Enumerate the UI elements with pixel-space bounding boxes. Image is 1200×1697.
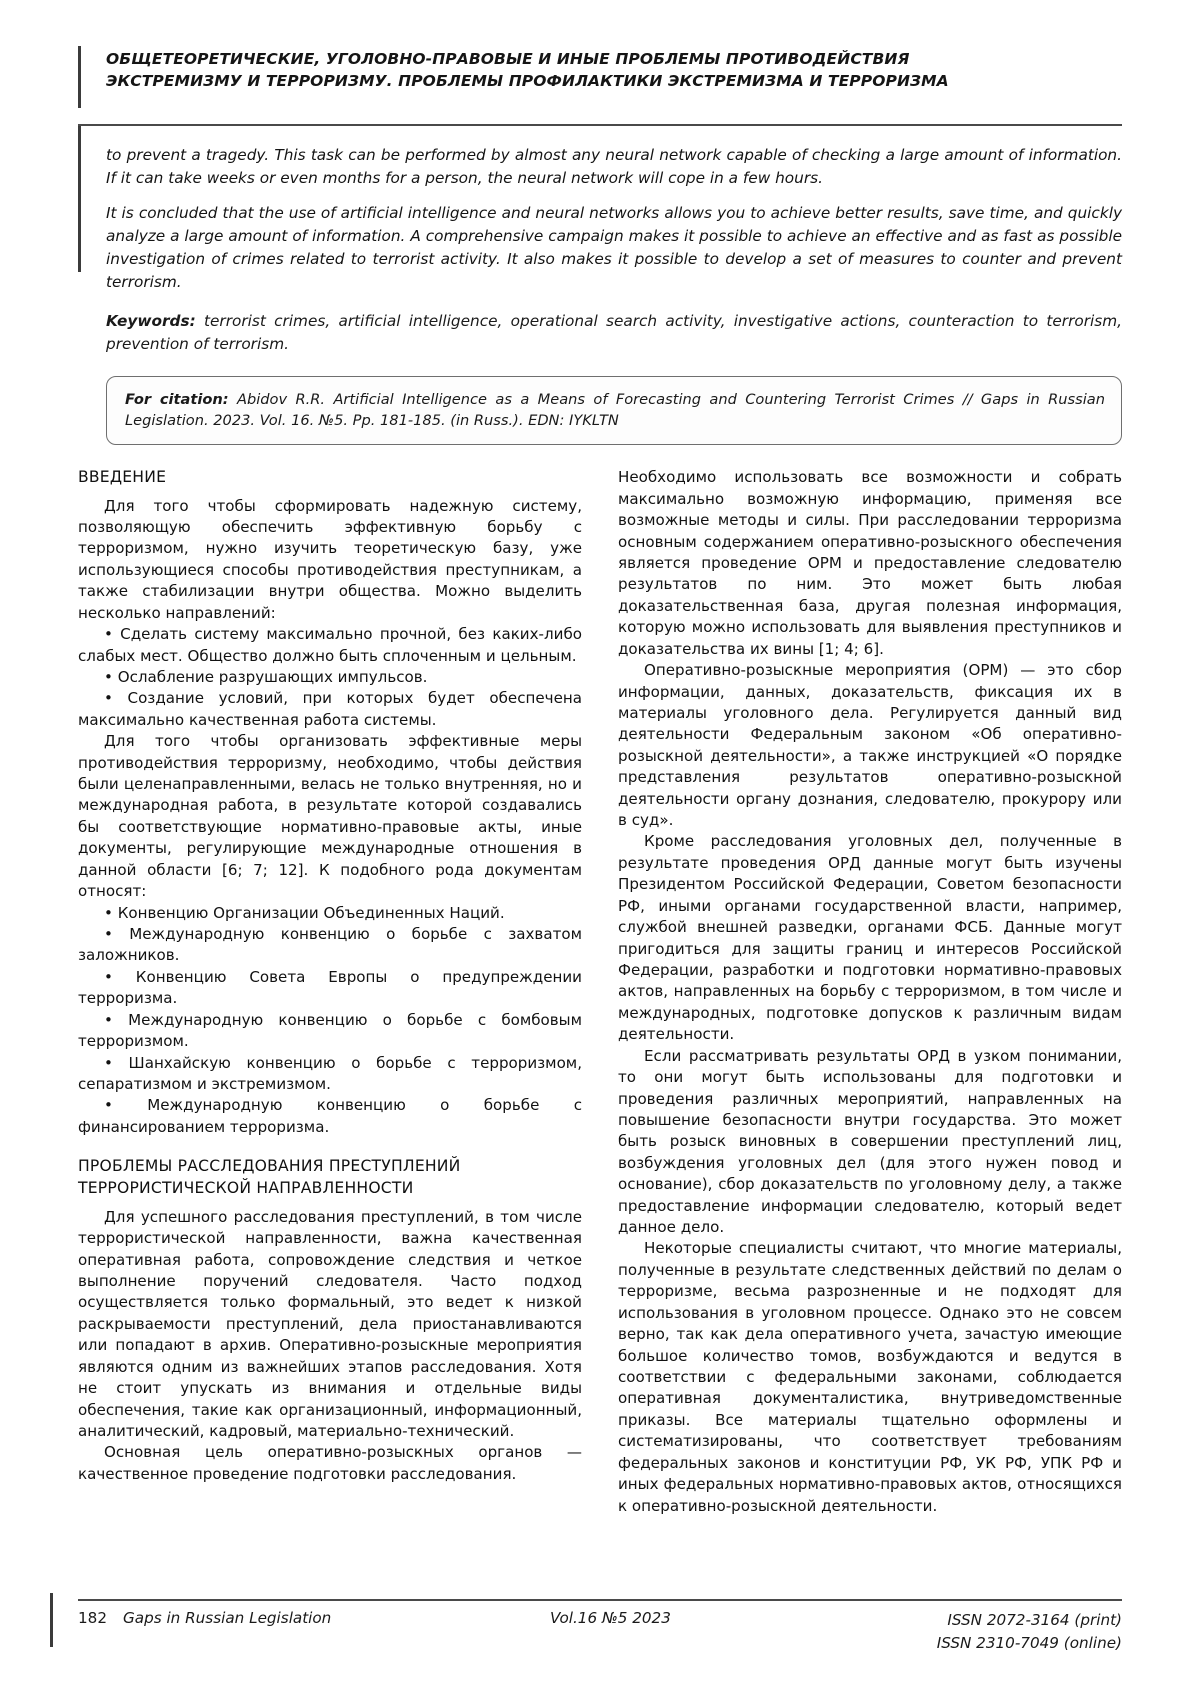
right-paragraph-3: Кроме расследования уголовных дел, полученные в результате проведения ОРД данные могут быть изучены Президентом Российской Федерации, Советом безопасности РФ, иными органами государственной власти, например, службой внешней разведки, органами ФСБ. Данные могут пригодиться для защиты границ и интересов Российской Федерации, разработки и подготовки нормативно-правовых актов, направленных на борьбу с терроризмом, в том числе и международных, подготовке допусков к различным видам деятельности. <box>618 832 1122 1044</box>
page-footer <box>78 1599 1122 1655</box>
right-paragraph-2: Оперативно-розыскные мероприятия (ОРМ) — это сбор информации, данных, доказательств, фиксация их в материалы уголовного дела. Регулируется данный вид деятельности Федеральным законом «Об оперативно-розыскной деятельности», а также инструкцией «О порядке представления результатов оперативно-розыскной деятельности органу дознания, следователю, прокурору или в суд». <box>618 661 1122 830</box>
left-column <box>78 467 582 1517</box>
footer-rule <box>50 1593 53 1647</box>
running-head <box>78 48 1122 116</box>
left-bullet-6: • Конвенцию Совета Европы о предупреждении терроризма. <box>78 967 582 1008</box>
left-bullet-2: • Ослабление разрушающих импульсов. <box>104 667 428 686</box>
abstract-rule <box>78 126 81 272</box>
footer-issn <box>767 1609 1122 1655</box>
left-bullet-5: • Международную конвенцию о борьбе с захватом заложников. <box>78 924 582 965</box>
citation-label: For citation: <box>125 390 229 408</box>
right-paragraph-1: Необходимо использовать все возможности и собрать максимально возможную информацию, применяя все возможные методы и силы. При расследовании терроризма основным содержанием оперативно-розыскного обеспечения является проведение ОРМ и предоставление следователю результатов по ним. Это может быть любая доказательственная база, другая полезная информация, которую можно использовать для выявления преступников и доказательства их вины [1; 4; 6]. <box>618 468 1122 658</box>
heading-introduction: ВВЕДЕНИЕ <box>78 468 167 487</box>
left-paragraph-1: Для того чтобы сформировать надежную систему, позволяющую обеспечить эффективную борьбу с терроризмом, нужно изучить теоретическую базу, уже использующиеся способы противодействия преступникам, а также стабилизации внутри общества. Можно выделить несколько направлений: <box>78 496 582 622</box>
left-bullet-4: • Конвенцию Организации Объединенных Наций. <box>104 903 505 922</box>
issn-print: ISSN 2072-3164 (print) <box>947 1611 1122 1630</box>
abstract-paragraph-2: It is concluded that the use of artificial intelligence and neural networks allows you to achieve better results, save time, and quickly analyze a large amount of information. A comprehensive campaign makes it possible to achieve an effective and as fast as possible investigation of crimes related to terrorist activity. It also makes it possible to develop a set of measures to counter and prevent terrorism. <box>106 203 1122 291</box>
left-bullet-7: • Международную конвенцию о борьбе с бомбовым терроризмом. <box>78 1010 582 1051</box>
footer-divider <box>78 1599 1122 1601</box>
right-column <box>618 467 1122 1517</box>
body-columns <box>78 467 1122 1517</box>
keywords-text: terrorist crimes, artificial intelligence, operational search activity, investigative actions, counteraction to terrorism, prevention of terrorism. <box>106 311 1122 353</box>
footer-volume: Vol.16 №5 2023 <box>549 1609 671 1628</box>
issn-online: ISSN 2310-7049 (online) <box>936 1634 1122 1653</box>
footer-row <box>78 1609 1122 1655</box>
abstract-block <box>78 126 1122 356</box>
running-head-rule <box>78 46 81 108</box>
left-bullet-9: • Международную конвенцию о борьбе с финансированием терроризма. <box>78 1096 582 1136</box>
journal-title: Gaps in Russian Legislation <box>123 1609 332 1628</box>
right-paragraph-5: Некоторые специалисты считают, что многие материалы, полученные в результате следственных действий по делам о терроризме, весьма разрозненные и не подходят для использования в уголовном процессе. Однако это не совсем верно, так как дела оперативного учета, зачастую имеющие большое количество томов, возбуждаются и ведутся в соответствии с федеральными законами, соблюдается оперативная документалистика, внутриведомственные приказы. Все материалы тщательно оформлены и систематизированы, что соответствует требованиям федеральных законов и конституции РФ, УК РФ, УПК РФ и иных федеральных нормативно-правовых актов, относящихся к оперативно-розыскной деятельности. <box>618 1239 1122 1515</box>
left-bullet-8: • Шанхайскую конвенцию о борьбе с терроризмом, сепаратизмом и экстремизмом. <box>78 1053 582 1093</box>
left-paragraph-3: Для успешного расследования преступлений, в том числе террористической направленности, важна качественная оперативная работа, сопровождение следствия и четкое выполнение поручений следователя. Часто подход осуществляется только формальный, это ведет к низкой раскрываемости преступлений, дела приостанавливаются или попадают в архив. Оперативно-розыскные мероприятия являются одним из важнейших этапов расследования. Хотя не стоит упускать из внимания и отдельные виды обеспечения, такие как организационный, информационный, аналитический, кадровый, материально-технический. <box>78 1207 582 1440</box>
heading-problems-line-1: ПРОБЛЕМЫ РАССЛЕДОВАНИЯ ПРЕСТУПЛЕНИЙ <box>78 1157 461 1176</box>
right-paragraph-4: Если рассматривать результаты ОРД в узком понимании, то они могут быть использованы для подготовки и проведения различных мероприятий, направленных на повышение безопасности внутри государства. Это может быть розыск виновных в совершении преступлений лиц, возбуждения уголовных дел (для этого нужен повод и основание), сбор доказательств по уголовному делу, а также предоставление информации следователю, который ведет данное дело. <box>618 1046 1122 1237</box>
left-paragraph-4: Основная цель оперативно-розыскных органов — качественное проведение подготовки расследования. <box>78 1443 582 1483</box>
keywords-label: Keywords: <box>106 311 196 330</box>
left-bullet-3: • Создание условий, при которых будет обеспечена максимально качественная работа системы. <box>78 689 582 729</box>
citation-body: Abidov R.R. Artificial Intelligence as a Means of Forecasting and Countering Terrorist Crimes // Gaps in Russian Legislation. 2023. Vol. 16. №5. Pp. 181-185. (in Russ.). EDN: IYKLTN <box>125 390 1105 430</box>
citation-box <box>106 376 1122 446</box>
page-number: 182 <box>78 1609 107 1628</box>
footer-left <box>78 1609 454 1627</box>
running-head-line-2: ЭКСТРЕМИЗМУ И ТЕРРОРИЗМУ. ПРОБЛЕМЫ ПРОФИЛАКТИКИ ЭКСТРЕМИЗМА И ТЕРРОРИЗМА <box>106 72 949 91</box>
heading-problems-line-2: ТЕРРОРИСТИЧЕСКОЙ НАПРАВЛЕННОСТИ <box>78 1179 414 1198</box>
left-paragraph-2: Для того чтобы организовать эффективные меры противодействия терроризму, необходимо, чтобы действия были целенаправленными, велась не только внутренняя, но и международная работа, в результате которой создавались бы соответствующие нормативно-правовые акты, иные документы, регулирующие международные отношения в данной области [6; 7; 12]. К подобного рода документам относят: <box>78 732 582 901</box>
abstract-paragraph-1: to prevent a tragedy. This task can be performed by almost any neural network capable of checking a large amount of information. If it can take weeks or even months for a person, the neural network will cope in a few hours. <box>106 146 1122 187</box>
left-bullet-1: • Сделать систему максимально прочной, без каких-либо слабых мест. Общество должно быть сплоченным и цельным. <box>78 625 582 665</box>
running-head-line-1: ОБЩЕТЕОРЕТИЧЕСКИЕ, УГОЛОВНО-ПРАВОВЫЕ И ИНЫЕ ПРОБЛЕМЫ ПРОТИВОДЕЙСТВИЯ <box>106 50 910 68</box>
citation-text <box>125 389 1105 433</box>
keywords-line <box>106 310 1122 356</box>
